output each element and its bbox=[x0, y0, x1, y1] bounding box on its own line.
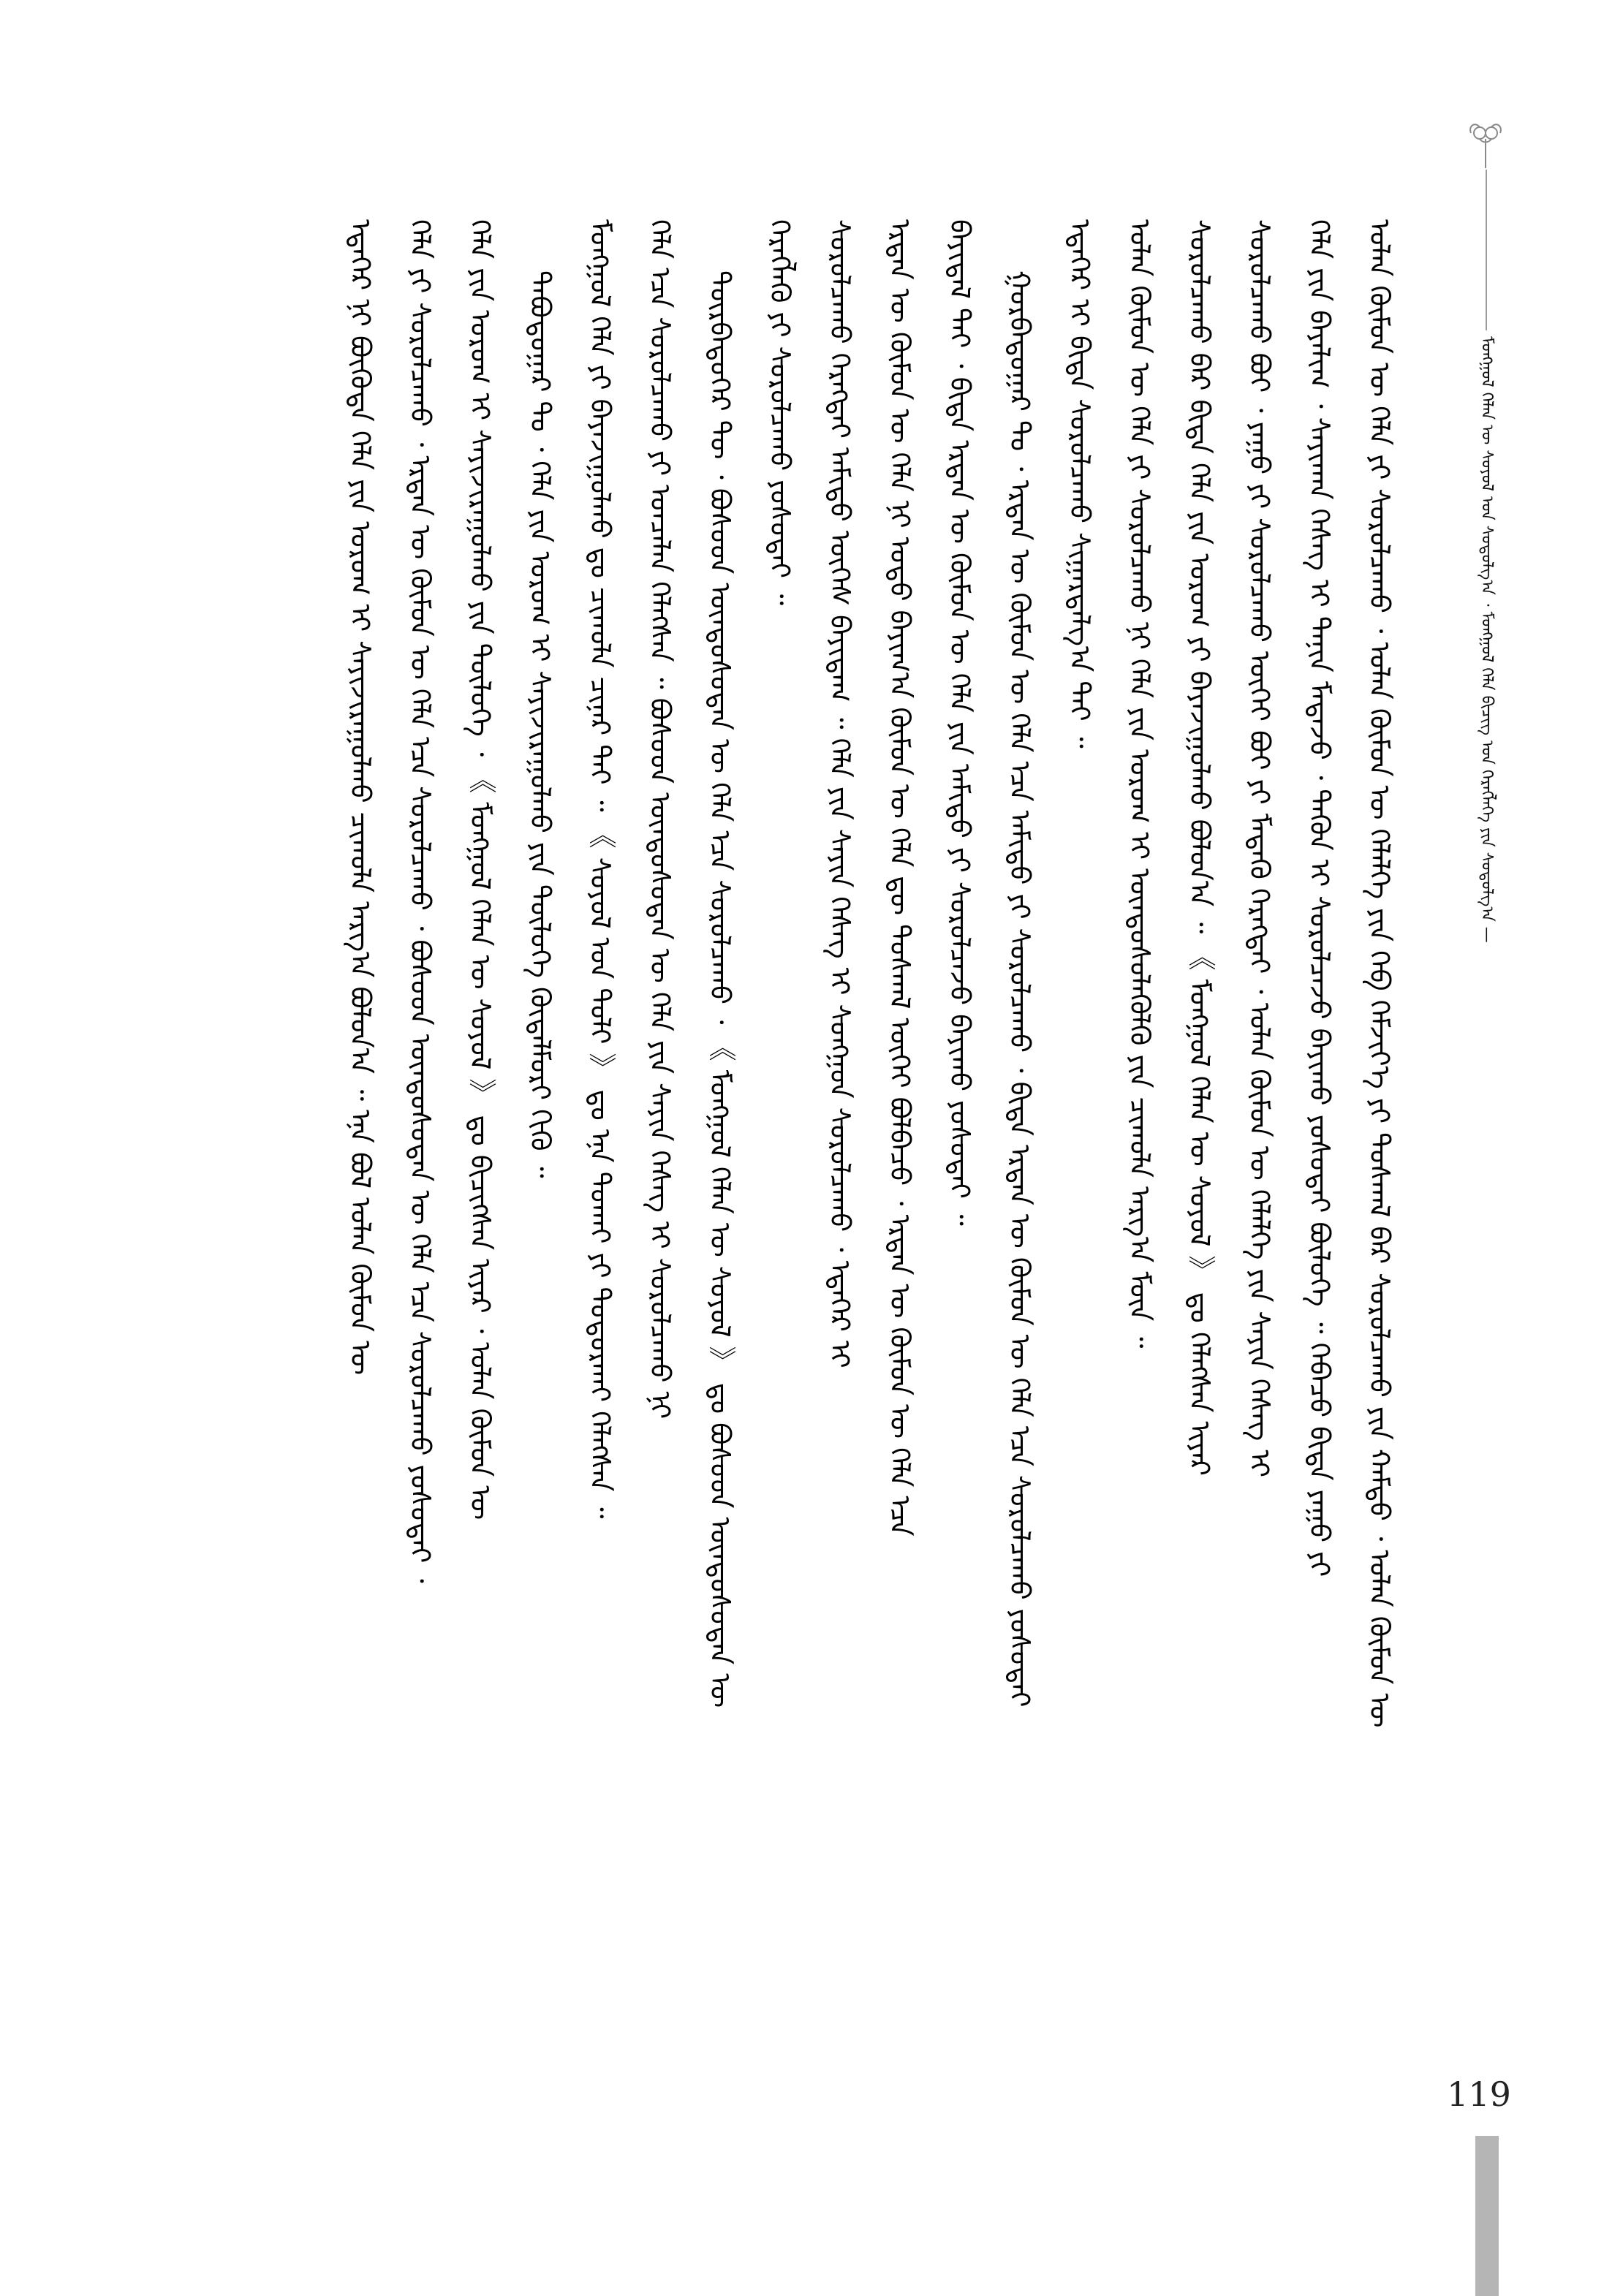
text-column: ᠡᠷᠲᠡᠨ ᠦ ᠬᠦᠮᠦᠨ ᠦ ᠬᠡᠯᠡ ᠨᠢ ᠣᠳᠣ ᠪᠠᠶᠢᠭ᠎ᠠ ᠬᠦᠮᠦᠨ ᠦ ᠬᠡᠯᠡ ᠳᠦ ᠲᠤᠰᠬᠠᠯ ᠦᠭᠡᠢ ᠪᠤᠯᠪᠠᠴᠤ ᠂ ᠡᠷᠲᠡᠨ ᠦ ᠬᠦᠮᠦᠨ ᠦ ᠬᠡᠯᠡ ᠡᠴᠡ bbox=[884, 219, 916, 1537]
text-column: ᠡᠳᠡᠭᠡᠷ ᠨᠢ ᠪᠦᠭᠦᠳᠡ ᠬᠡᠯᠡ ᠶᠢᠨ ᠤᠷᠤᠭ ᠢ ᠰᠠᠶᠢᠵᠢᠷᠠᠭᠤᠯᠬᠤ ᠴᠢᠬᠤᠯᠠ ᠠᠷᠭ᠎ᠠ ᠪᠣᠯᠤᠨ᠎ᠠ ᠃ ᠡᠨᠡ ᠪᠣᠯ ᠣᠯᠠᠨ ᠬᠦᠮᠦᠨ ᠦ bbox=[344, 219, 377, 1376]
text-column: ᠰᠤᠷᠤᠯᠴᠠᠬᠤ ᠪᠤᠢ ᠂ ᠶᠠᠭᠤ ᠶᠢ ᠰᠤᠷᠤᠯᠴᠠᠬᠤ ᠦᠭᠡᠢ ᠪᠤᠢ ᠶᠢ ᠮᠡᠳᠡᠬᠦ ᠬᠡᠷᠡᠭᠲᠡᠢ ᠂ ᠣᠯᠠᠨ ᠬᠦᠮᠦᠨ ᠦ ᠬᠡᠯᠡᠯᠭᠡ ᠶᠢᠨ ᠰᠠᠶᠢᠨ ᠬᠡᠰᠡᠭ ᠢ bbox=[1244, 219, 1276, 1478]
text-column: ᠣᠯᠠᠨ ᠬᠦᠮᠦᠨ ᠦ ᠬᠡᠯᠡ ᠶᠢ ᠰᠤᠷᠤᠯᠴᠠᠬᠤ ᠂ ᠣᠯᠠᠨ ᠬᠦᠮᠦᠨ ᠦ ᠬᠡᠯᠡᠯᠭᠡ ᠶᠢᠨ ᠬᠡᠪ ᠬᠡᠮᠵᠢᠶ᠎ᠡ ᠶᠢ ᠲᠤᠰᠬᠠᠯ ᠪᠠᠷ ᠰᠤᠷᠤᠯᠴᠠᠬᠤ ᠶᠢᠨ ᠬᠠᠮᠲᠤ ᠂ ᠣᠯᠠᠨ ᠬᠦᠮᠦᠨ ᠦ bbox=[1363, 219, 1396, 1728]
page-number: 119 bbox=[1447, 2075, 1511, 2114]
text-column: ᠰᠤᠷᠤᠯᠴᠠᠬᠤ ᠬᠡᠷᠡᠭᠲᠡᠢ ᠠᠮᠢᠳᠤ ᠦᠭᠡᠰ ᠪᠠᠶᠢᠳᠠᠭ ᠃ ᠬᠡᠯᠡ ᠶᠢᠨ ᠰᠠᠶᠢᠨ ᠬᠡᠰᠡᠭ ᠢ ᠰᠣᠩᠭᠣᠨ ᠰᠤᠷᠤᠯᠴᠠᠬᠤ ᠂ ᠡᠳᠡᠭᠡᠷ ᠢ bbox=[824, 219, 856, 1368]
text-column: ᠬᠡᠯᠡ ᠡᠴᠡ ᠰᠤᠷᠤᠯᠴᠠᠬᠤ ᠶᠢ ᠣᠨᠴᠠᠯᠠᠨ ᠬᠡᠯᠡᠭᠰᠡᠨ ᠃ ᠪᠤᠰᠤᠳ ᠦᠨᠳᠦᠰᠦᠲᠡᠨ ᠦ ᠬᠡᠯᠡ ᠶᠢᠨ ᠰᠠᠶᠢᠨ ᠬᠡᠰᠡᠭ ᠢ ᠰᠤᠷᠤᠯᠴᠠᠬᠤ ᠨᠢ bbox=[644, 219, 676, 1420]
text-column: ᠪᠠᠶᠢᠳᠠᠯ ᠲᠠᠢ ᠂ ᠪᠢᠳᠡ ᠡᠷᠲᠡᠨ ᠦ ᠬᠦᠮᠦᠨ ᠦ ᠬᠡᠯᠡ ᠶᠢᠨ ᠠᠮᠢᠳᠤ ᠶᠢ ᠰᠤᠷᠤᠯᠴᠠᠵᠤ ᠪᠠᠶᠢᠬᠤ ᠶᠤᠰᠤᠲᠠᠢ ᠃ bbox=[944, 219, 976, 1226]
text-column: ᠬᠡᠯᠡ ᠶᠢᠨ ᠤᠷᠤᠭ ᠢ ᠰᠠᠶᠢᠵᠢᠷᠠᠭᠤᠯᠬᠤ ᠶᠢᠨ ᠲᠥᠯᠥᠭᠡ ᠂ 《 ᠮᠣᠩᠭᠣᠯ ᠬᠡᠯᠡᠨ ᠦ ᠰᠣᠶᠣᠯ 》 ᠳᠤ ᠪᠢᠴᠢᠭᠰᠡᠨ ᠢᠶᠡᠷ ᠂ ᠣᠯᠠᠨ ᠬᠦᠮᠦᠨ ᠦ bbox=[464, 219, 496, 1520]
text-column: ᠳᠥᠷᠪᠡᠳᠦᠭᠡᠷ ᠲᠦ ᠂ ᠪᠤᠰᠤᠳ ᠦᠨᠳᠦᠰᠦᠲᠡᠨ ᠦ ᠬᠡᠯᠡ ᠡᠴᠡ ᠰᠤᠷᠤᠯᠴᠠᠬᠤ ᠂ 《 ᠮᠣᠩᠭᠣᠯ ᠬᠡᠯᠡᠨ ᠦ ᠰᠣᠶᠣᠯ 》 ᠳᠤ ᠪᠤᠰᠤᠳ ᠦᠨᠳᠦᠰᠦᠲᠡᠨ ᠦ bbox=[704, 270, 736, 1708]
text-column: ᠬᠡᠯᠡ ᠶᠢ ᠰᠤᠷᠤᠯᠴᠠᠬᠤ ᠂ ᠡᠷᠲᠡᠨ ᠦ ᠬᠦᠮᠦᠨ ᠦ ᠬᠡᠯᠡ ᠡᠴᠡ ᠰᠤᠷᠤᠯᠴᠠᠬᠤ ᠂ ᠪᠤᠰᠤᠳ ᠦᠨᠳᠦᠰᠦᠲᠡᠨ ᠦ ᠬᠡᠯᠡ ᠡᠴᠡ ᠰᠤᠷᠤᠯᠴᠠᠬᠤ ᠶᠤᠰᠤᠲᠠᠢ ᠂ bbox=[404, 219, 436, 1583]
running-header: ᠮᠣᠩᠭᠣᠯ ᠬᠡᠯᠡᠨ ᠦ ᠰᠣᠶᠣᠯ ᠤᠨ ᠰᠤᠳᠤᠯᠭ᠎ᠠ ᠂ ᠮᠣᠩᠭᠣᠯ ᠬᠡᠯᠡ ᠪᠢᠴᠢᠭ ᠤᠨ ᠬᠡᠷᠡᠭᠯᠡᠭᠡ ᠶᠢᠨ ᠰᠤᠳᠤᠯᠭ᠎ᠠ — bbox=[1478, 336, 1496, 943]
text-column: ᠲᠠᠪᠤᠳᠤᠭᠠᠷ ᠲᠤ ᠂ ᠬᠡᠯᠡ ᠶᠢᠨ ᠤᠷᠤᠭ ᠢ ᠰᠠᠶᠢᠵᠢᠷᠠᠭᠤᠯᠬᠤ ᠶᠢᠨ ᠲᠥᠯᠥᠭᠡ ᠬᠥᠳᠡᠯᠮᠦᠷᠢ ᠬᠢᠬᠦ ᠃ bbox=[524, 270, 556, 1178]
text-column: ᠬᠡᠯᠡ ᠶᠢᠨ ᠪᠠᠶᠠᠯᠢᠭ ᠂ ᠰᠠᠶᠢᠬᠠᠨ ᠬᠡᠰᠡᠭ ᠢ ᠲᠠᠨᠢᠨ ᠮᠡᠳᠡᠵᠦ ᠂ ᠲᠡᠭᠦᠨ ᠢ ᠰᠤᠷᠤᠯᠴᠠᠵᠤ ᠪᠠᠶᠢᠬᠤ ᠶᠤᠰᠤᠲᠠᠢ ᠪᠦᠯᠦᠭᠡ ᠃ ᠭᠡᠪᠡᠴᠦ ᠪᠢᠳᠡ ᠶᠠᠭᠤ ᠶᠢ bbox=[1304, 219, 1336, 1577]
text-column: ᠮᠣᠩᠭᠣᠯ ᠬᠡᠯᠡ ᠶᠢ ᠪᠠᠶᠠᠵᠢᠭᠤᠯᠬᠤ ᠳᠤ ᠴᠢᠬᠤᠯᠠ ᠴᠢᠨᠠᠷ ᠲᠠᠢ ᠃ 《 ᠰᠣᠶᠣᠯ ᠤᠨ ᠲᠣᠯᠢ 》 ᠳᠤ ᠡᠨᠡ ᠲᠤᠬᠠᠢ ᠶᠢ ᠲᠣᠳᠤᠷᠬᠠᠢ ᠬᠡᠯᠡᠭᠰᠡᠨ ᠃ bbox=[584, 219, 616, 1519]
text-column: ᠰᠤᠷᠤᠯᠴᠠᠬᠤ ᠪᠡᠷ ᠪᠢᠳᠡ ᠬᠡᠯᠡ ᠶᠢᠨ ᠤᠷᠤᠭ ᠶᠢ ᠪᠠᠶᠠᠵᠢᠭᠤᠯᠬᠤ ᠪᠤᠯᠤᠨ᠎ᠠ ᠃ 《 ᠮᠣᠩᠭᠣᠯ ᠬᠡᠯᠡᠨ ᠦ ᠰᠣᠶᠣᠯ 》 ᠳᠤ ᠬᠡᠯᠡᠭᠰᠡᠨ ᠢᠶᠡᠷ bbox=[1184, 219, 1216, 1476]
flourish-ornament-icon bbox=[1465, 117, 1506, 168]
text-column: ᠬᠡᠷᠡᠭᠯᠡᠬᠦ ᠶᠢ ᠰᠤᠷᠤᠯᠴᠠᠬᠤ ᠶᠤᠰᠤᠲᠠᠢ ᠃ bbox=[764, 219, 796, 606]
page-thumb-tab bbox=[1475, 2136, 1499, 2296]
header-rule bbox=[1486, 170, 1487, 330]
text-column: ᠡᠳᠡᠭᠡᠷ ᠢ ᠪᠢᠳᠡ ᠰᠤᠷᠤᠯᠴᠠᠬᠤ ᠰᠢᠭᠠᠷᠳᠠᠯᠭ᠎ᠠ ᠲᠠᠢ ᠃ bbox=[1064, 219, 1096, 749]
text-column: ᠭᠤᠷᠪᠠᠳᠤᠭᠠᠷ ᠲᠤ ᠂ ᠡᠷᠲᠡᠨ ᠦ ᠬᠦᠮᠦᠨ ᠦ ᠬᠡᠯᠡ ᠡᠴᠡ ᠠᠮᠢᠳᠤ ᠶᠢ ᠰᠤᠷᠤᠯᠴᠠᠬᠤ ᠂ ᠪᠢᠳᠡ ᠡᠷᠲᠡᠨ ᠦ ᠬᠦᠮᠦᠨ ᠦ ᠬᠡᠯᠡ ᠡᠴᠡ ᠰᠤᠷᠤᠯᠴᠠᠬᠤ ᠶᠤᠰᠤᠲᠠᠢ bbox=[1004, 270, 1036, 1708]
body-text bbox=[196, 219, 1410, 1996]
text-column: ᠣᠯᠠᠨ ᠬᠦᠮᠦᠨ ᠦ ᠬᠡᠯᠡ ᠶᠢ ᠰᠤᠷᠤᠯᠴᠠᠬᠤ ᠨᠢ ᠬᠡᠯᠡ ᠶᠢᠨ ᠤᠷᠤᠭ ᠢ ᠦᠨᠳᠦᠰᠦᠯᠡᠭᠦᠯᠬᠦ ᠶᠢᠨ ᠴᠢᠬᠤᠯᠠ ᠠᠷᠭ᠎ᠠ ᠮᠦᠨ ᠃ bbox=[1124, 219, 1156, 1349]
